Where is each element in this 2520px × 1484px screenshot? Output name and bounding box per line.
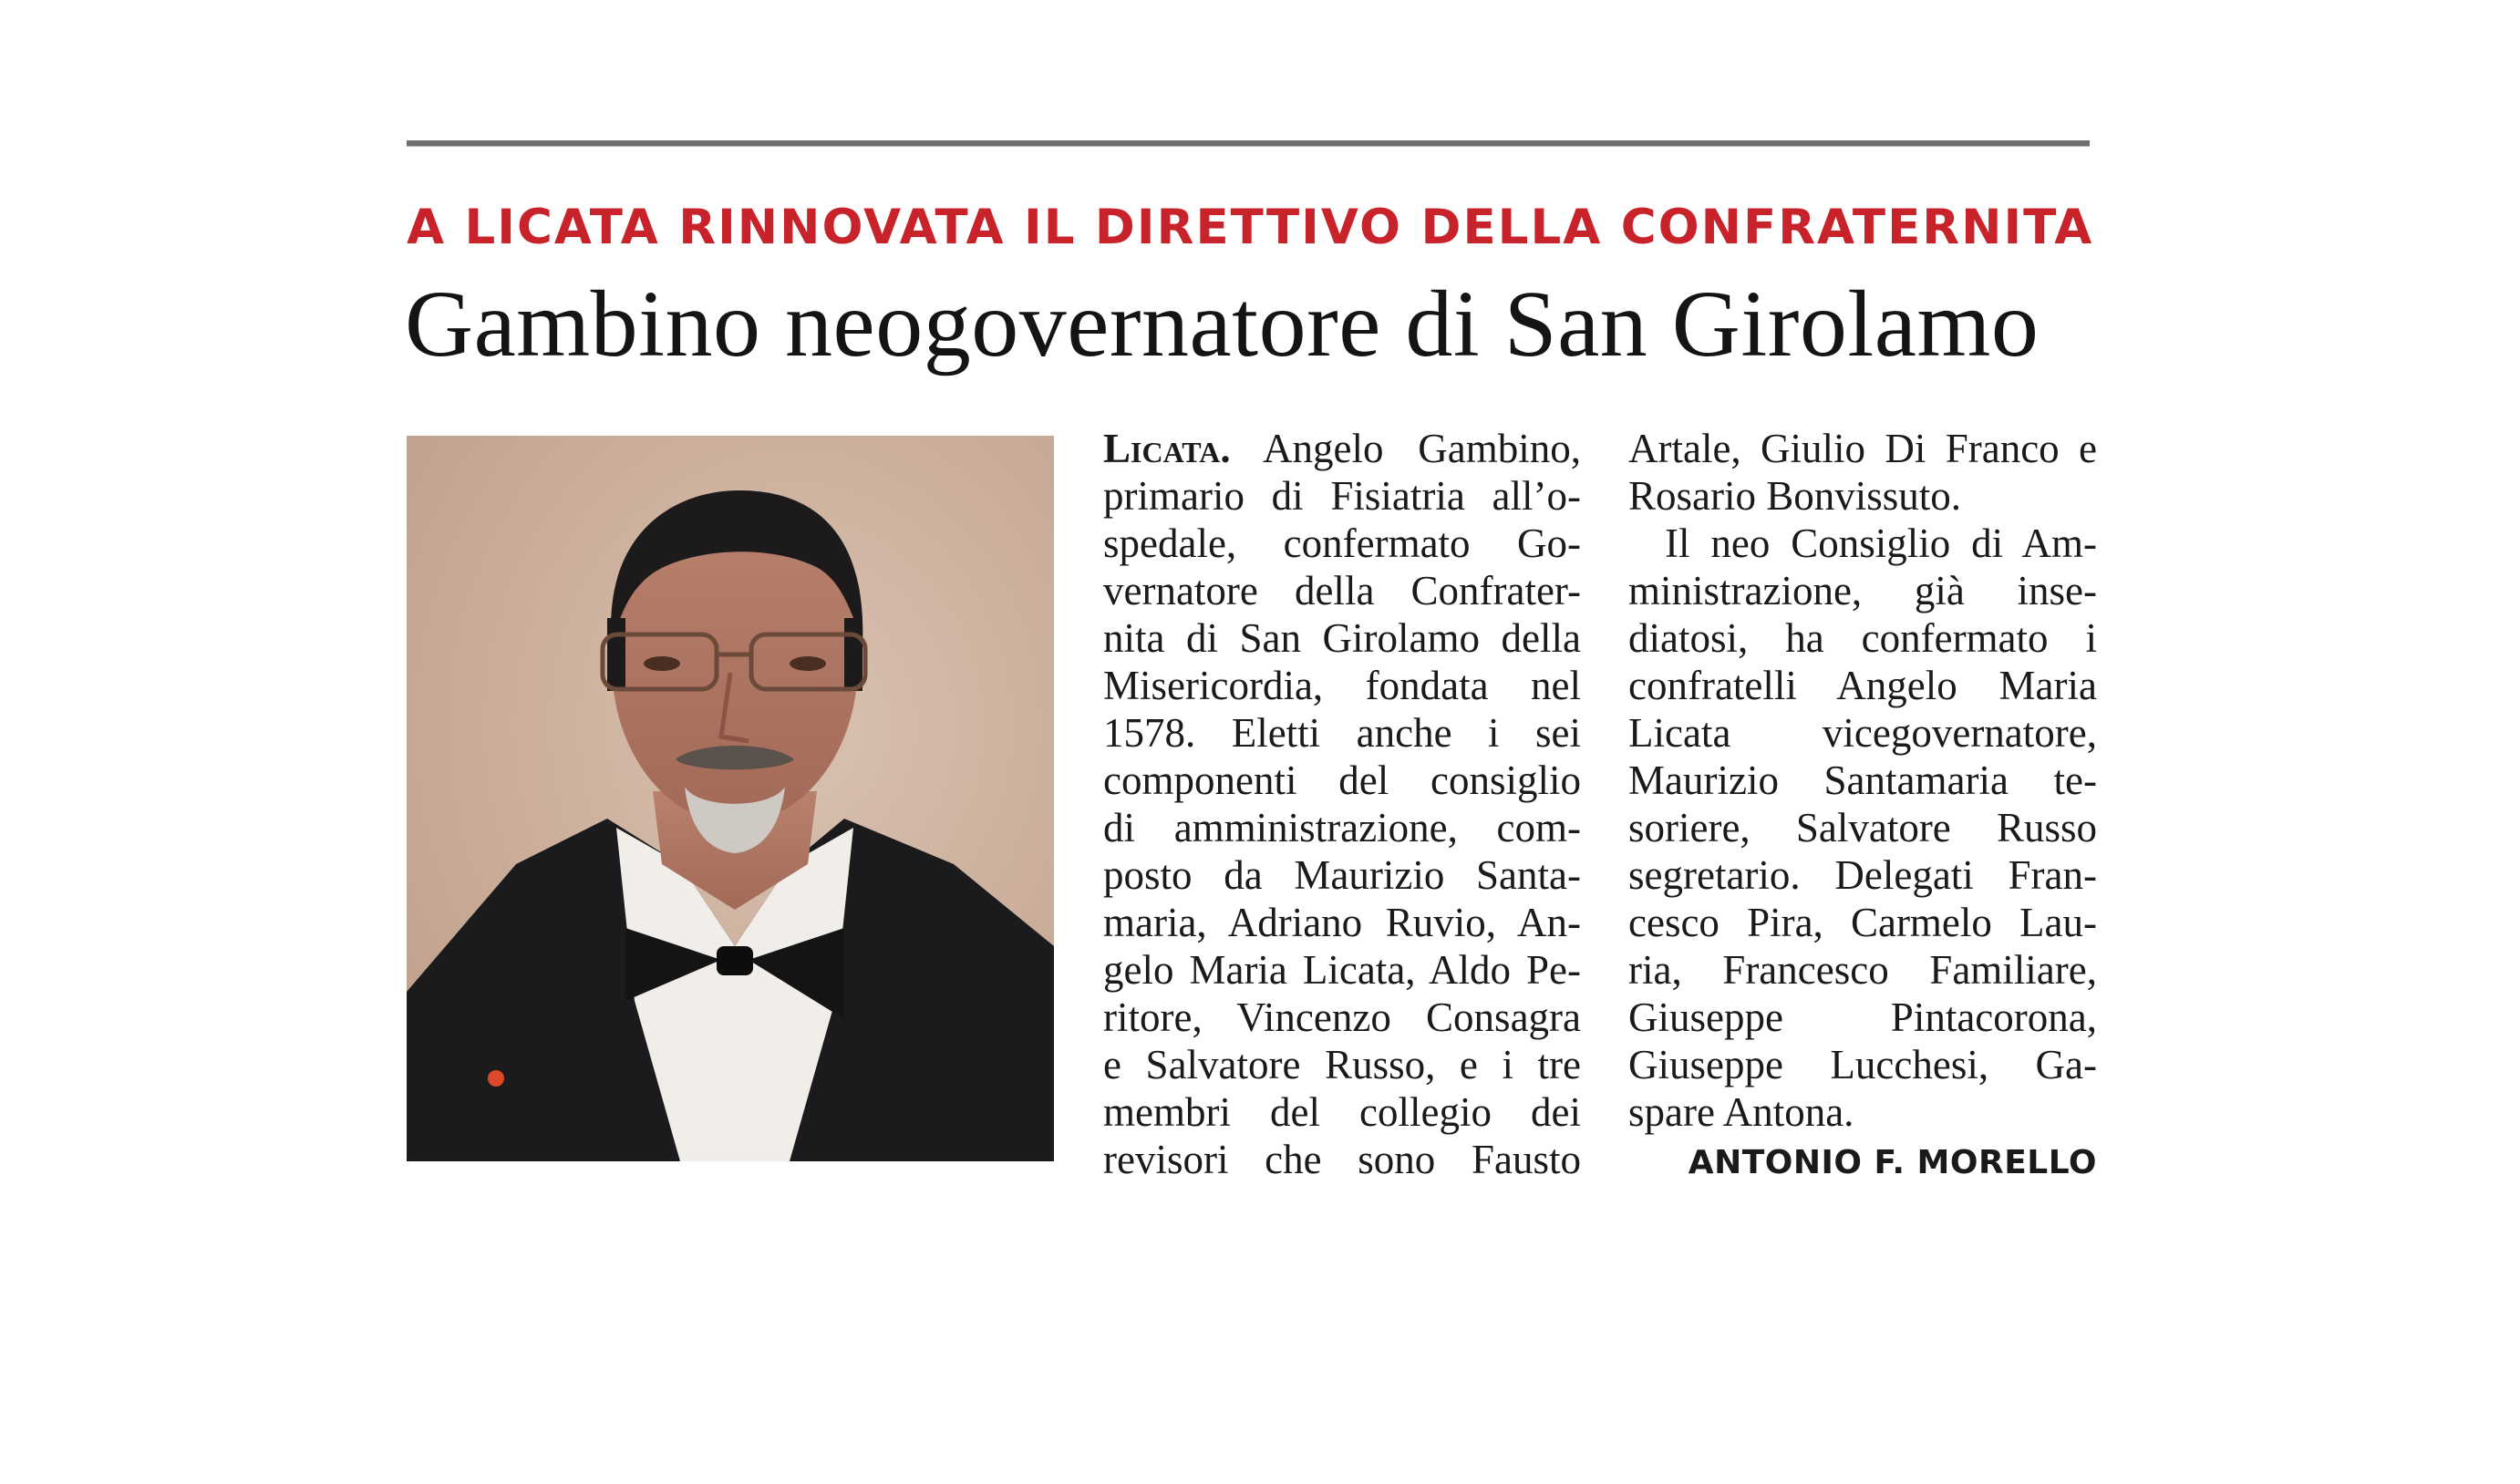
byline-line <box>1628 1136 2097 1183</box>
article-column-1 <box>1103 425 1581 1183</box>
column-1-line: nita di San Girolamo della <box>1103 615 1581 661</box>
column-1-line: spedale, confermato Go- <box>1103 520 1581 566</box>
column-2-line: Giuseppe Lucchesi, Ga- <box>1628 1042 2097 1087</box>
column-1-line: ritore, Vincenzo Consagra <box>1103 994 1581 1040</box>
portrait-photo <box>407 436 1054 1161</box>
column-1-line: maria, Adriano Ruvio, An- <box>1103 900 1581 945</box>
byline: ANTONIO F. MORELLO <box>1688 1144 2097 1181</box>
column-1-line: posto da Maurizio Santa- <box>1103 852 1581 898</box>
column-2-line: diatosi, ha confermato i <box>1628 615 2097 661</box>
article-headline: Gambino neogovernatore di San Girolamo <box>405 272 2040 376</box>
column-2-line: spare Antona. <box>1628 1089 1854 1135</box>
column-2-line: Licata vicegovernatore, <box>1628 710 2097 756</box>
column-2-line: Il neo Consiglio di Am- <box>1665 520 2097 566</box>
column-1-line: gelo Maria Licata, Aldo Pe- <box>1103 947 1581 993</box>
column-1-line: di amministrazione, com- <box>1103 805 1581 850</box>
top-rule <box>407 140 2090 147</box>
column-2-line: cesco Pira, Carmelo Lau- <box>1628 900 2097 945</box>
column-2-line: Giuseppe Pintacorona, <box>1628 994 2097 1040</box>
column-2-line: Rosario Bonvissuto. <box>1628 473 1962 519</box>
column-1-line: membri del collegio dei <box>1103 1089 1581 1135</box>
column-1-line <box>1103 425 1581 472</box>
column-2-line: ministrazione, già inse- <box>1628 568 2097 613</box>
column-1-line: componenti del consiglio <box>1103 757 1581 803</box>
column-1-line: vernatore della Confrater- <box>1103 568 1581 613</box>
column-1-line: primario di Fisiatria all’o- <box>1103 473 1581 519</box>
column-1-line: e Salvatore Russo, e i tre <box>1103 1042 1581 1087</box>
column-2-line: segretario. Delegati Fran- <box>1628 852 2097 898</box>
column-2-line: confratelli Angelo Maria <box>1628 663 2097 708</box>
column-1-line-text: Angelo Gambino, <box>1230 426 1581 471</box>
column-1-line: 1578. Eletti anche i sei <box>1103 710 1581 756</box>
article-column-2 <box>1628 425 2097 1183</box>
dateline: Licata. <box>1103 426 1231 471</box>
column-1-line: Misericordia, fondata nel <box>1103 663 1581 708</box>
column-2-line: soriere, Salvatore Russo <box>1628 805 2097 850</box>
column-2-line: Artale, Giulio Di Franco e <box>1628 426 2097 471</box>
article-kicker: A LICATA RINNOVATA IL DIRETTIVO DELLA CONFRATERNITA <box>407 200 2094 255</box>
column-2-line: Maurizio Santamaria te- <box>1628 757 2097 803</box>
column-1-line: revisori che sono Fausto <box>1103 1137 1581 1182</box>
column-2-line: ria, Francesco Familiare, <box>1628 947 2097 993</box>
